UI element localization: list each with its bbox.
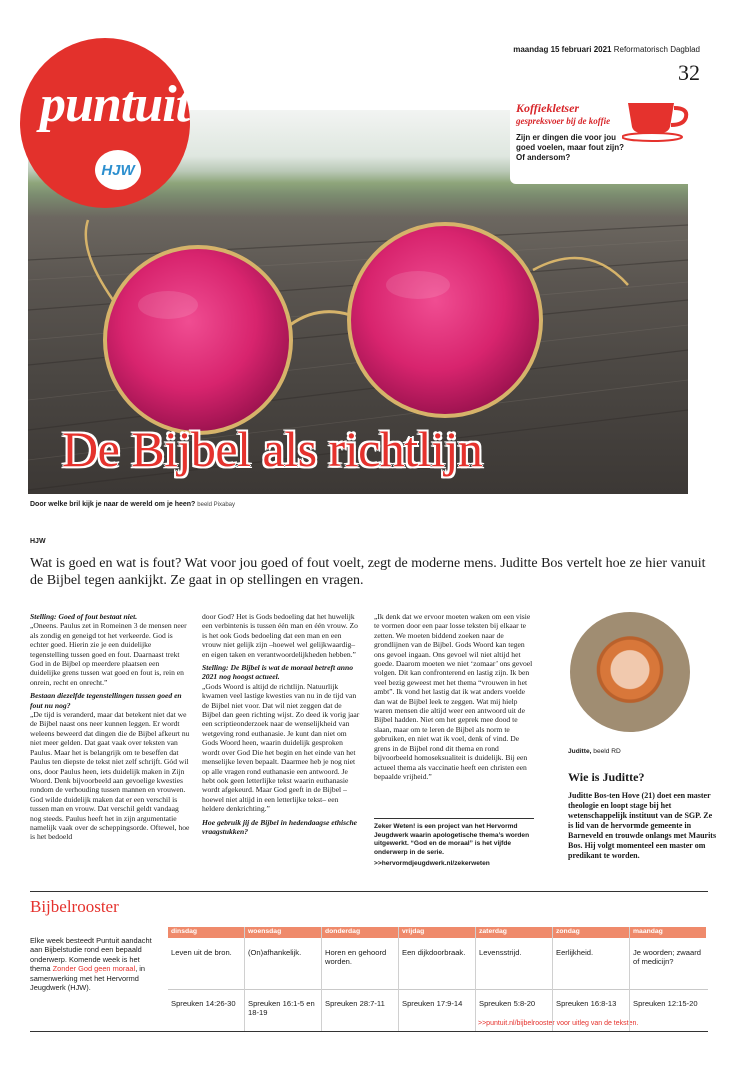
profile-heading: Wie is Juditte? — [568, 770, 645, 784]
schedule-top-rule — [30, 891, 708, 892]
left-lens — [105, 247, 291, 433]
caption-text: Door welke bril kijk je naar de wereld om je heen? — [30, 501, 196, 508]
reference-cell: Spreuken 16:1-5 en 18-19 — [248, 999, 315, 1018]
column-divider — [475, 927, 476, 1031]
day-header: zondag — [553, 927, 629, 938]
answer: door God? Het is Gods bedoeling dat het huwelijk een verbintenis is tussen één man en één vrouw. Zo is het ook Gods bedoeling dat een man en een vrouw niet gelijk zijn –hoewel wel gelijkwaardig– en eigen taken en verantwoordelijkheden hebben.” — [202, 612, 358, 659]
schedule-title: Bijbelrooster — [30, 897, 119, 916]
topic-cell: Eerlijkheid. — [556, 948, 594, 957]
column-divider — [321, 927, 322, 1031]
day-header: zaterdag — [476, 927, 552, 938]
answer: „De tijd is veranderd, maar dat betekent niet dat we de Bijbel naast ons neer kunnen leggen. Er wordt weleens beweerd dat dingen die de Bijbel afkeurt nu niet meer gelden. Dat gaat vaak over teksten van Paulus. Maar het is belangrijk om te beseffen dat Paulus ten diepste de tekst niet zelf schrijft. Gód wil ons, door Paulus heen, iets duidelijk maken in Zijn Woord. Denk bijvoorbeeld aan gevoelige kwesties rondom de verhouding tussen mannen en vrouwen. God wilde duidelijk maken dat er een verschil is tussen man en vrouw. Dat verschil geldt vandaag nog steeds. Paulus heeft het in zijn argumentatie namelijk vaak over de scheppingsorde. Oftewel, hoe is het bedoeld — [30, 710, 190, 842]
schedule-description — [30, 936, 155, 992]
column-divider — [398, 927, 399, 1031]
juditte-portrait — [570, 612, 690, 732]
reference-cell: Spreuken 17:9-14 — [402, 999, 463, 1008]
answer: „Ik denk dat we ervoor moeten waken om een visie te vormen door een paar losse teksten bij elkaar te zetten. We moeten biddend zoeken naar de grondlijnen van de Bijbel. Gods Woord kan tegen ons gevoel ingaan. Ons gevoel wil niet altijd het goede. Daarom moeten we niet ‘zomaar’ ons gevoel volgen. Dit kan confronterend en lastig zijn. Ik ben veel bezig geweest met het thema “vrouwen in het ambt”. Ik vond het lastig dat ik wat anders voelde dan wat de Bijbel leek te zeggen. Wat mij hielp waren mensen die altijd weer een antwoord uit de Bijbel hadden. Niet om het geprek mee dood te slaan, maar om te leren de Bijbel als norm te gebruiken, en niet wat ik voel, denk of vind. De grens in de Bijbel rond dit thema en rond bijvoorbeeld homoseksualiteit is duidelijk. Bij een actueel thema als vaccinatie heeft een christen een bepaalde vrijheid.” — [374, 612, 533, 781]
portrait-credit: beeld RD — [593, 748, 621, 755]
topic-cell: Je woorden; zwaard of medicijn? — [633, 948, 701, 967]
sidebar-link[interactable]: >>hervormdjeugdwerk.nl/zekerweten — [374, 860, 490, 867]
answer: „Oneens. Paulus zet in Romeinen 3 de mensen neer als zondig en geneigd tot het verkeerde. God is echter goed. Hierin zie je een duidelijke tegenstelling tussen goed en fout. Daarnaast trekt God in de Bijbel op meerdere plaatsen een duidelijke grens tussen wat goed en fout is, rein en onrein, recht en onrecht.” — [30, 621, 187, 687]
reference-cell: Spreuken 12:15-20 — [633, 999, 698, 1008]
day-header: woensdag — [245, 927, 321, 938]
day-header: maandag — [630, 927, 706, 938]
day-header: donderdag — [322, 927, 398, 938]
schedule-description-part: Elke week besteedt Puntuit aandacht aan Bijbelstudie rond een bepaald onderwerp. Komende week is het thema — [30, 936, 152, 974]
profile-text: Juditte Bos-ten Hove (21) doet een master theologie en loopt stage bij het wetenschappelijk instituut van de SGP. Ze is lid van de hervormde gemeente in Barneveld en trouwde onlangs met Maurits Bos. Hij volgt momenteel een master om predikant te worden. — [568, 791, 717, 860]
question: Bestaan diezelfde tegenstellingen tussen goed en fout nu nog? — [30, 691, 182, 710]
schedule-refs-row — [168, 997, 708, 1021]
schedule-footer-link[interactable]: >>puntuit.nl/bijbelrooster voor uitleg van de teksten. — [478, 1020, 639, 1027]
schedule-row-divider — [168, 989, 708, 990]
day-header: dinsdag — [168, 927, 244, 938]
headline: De Bijbel als richtlijn — [62, 421, 483, 477]
koffiekletser-box — [510, 97, 710, 184]
column-divider — [629, 927, 630, 1031]
hjw-logo — [95, 150, 141, 190]
topic-cell: Leven uit de bron. — [171, 948, 232, 957]
article-column-1 — [30, 612, 190, 842]
statement: Stelling: Goed of fout bestaat niet. — [30, 612, 138, 621]
coffee-cup-icon — [622, 99, 702, 143]
column-divider — [552, 927, 553, 1031]
topic-cell: Levensstrijd. — [479, 948, 522, 957]
portrait-name: Juditte, — [568, 748, 592, 755]
sidebar-note: Zeker Weten! is een project van het Hervormd Jeugdwerk waarin apologetische thema’s worden uitgewerkt. “God en de moraal” is het vijfde onderwerp in de serie. — [374, 823, 530, 856]
schedule-description-part: , in samenwerking met het Hervormd Jeugdwerk (HJW). — [30, 964, 146, 993]
photo-caption — [30, 501, 235, 508]
article-column-2 — [202, 612, 362, 836]
puntuit-logo-text: puntuit — [40, 76, 190, 133]
koffiekletser-title: Koffiekletser — [516, 101, 580, 115]
schedule-grid — [168, 927, 708, 1021]
answer: „Gods Woord is altijd de richtlijn. Natuurlijk kwamen veel lastige kwesties van nu in de tijd van de Bijbel niet voor. Dat wil niet zeggen dat de Bijbel dan geen richting wijst. Zo deed ik vorig jaar een scriptieonderzoek naar de wenselijkheid van wetgeving rond euthanasie. Je kunt dan niet om Gods Woord heen, waarin duidelijk gesproken wordt over God Die het begin en het einde van het menselijke leven bepaalt. Daarmee heb je nog niet op alle vragen rond euthanasie een antwoord. Je hebt ook geen letterlijke tekst waarin euthanasie wordt afgekeurd. Maar God geeft in de Bijbel –hoewel niet altijd in een letterlijke tekst– een heldere denkrichting.” — [202, 681, 360, 814]
schedule-days-row — [168, 927, 708, 938]
sidebar-divider — [374, 818, 534, 819]
publication: Reformatorisch Dagblad — [613, 45, 700, 54]
schedule-theme: Zonder God geen moraal — [52, 964, 136, 974]
dateline — [513, 45, 700, 54]
portrait-caption — [568, 748, 621, 755]
question: Hoe gebruik jij de Bijbel in hedendaagse ethische vraagstukken? — [202, 817, 358, 836]
caption-credit: beeld Pixabay — [197, 502, 235, 508]
koffiekletser-question: Zijn er dingen die voor jou goed voelen, maar fout zijn? Of andersom? — [516, 133, 625, 162]
reference-cell: Spreuken 5:8-20 — [479, 999, 536, 1008]
right-lens — [349, 224, 541, 416]
day-header: vrijdag — [399, 927, 475, 938]
schedule-bottom-rule — [30, 1031, 708, 1032]
reference-cell: Spreuken 28:7-11 — [325, 999, 385, 1008]
intro: Wat is goed en wat is fout? Wat voor jou goed of fout voelt, zegt de moderne mens. Juditte Bos vertelt hoe ze hier vanuit de Bijbel tegen aankijkt. Ze gaat in op stellingen en vragen. — [30, 556, 706, 588]
reference-cell: Spreuken 14:26-30 — [171, 999, 236, 1008]
hjw-logo-text: HJW — [101, 161, 135, 179]
kicker: HJW — [30, 538, 46, 545]
topic-cell: Een dijkdoorbraak. — [402, 948, 466, 957]
reference-cell: Spreuken 16:8-13 — [556, 999, 617, 1008]
date: maandag 15 februari 2021 — [513, 45, 612, 54]
topic-cell: (On)afhankelijk. — [248, 948, 302, 957]
page-number: 32 — [678, 60, 700, 85]
topic-cell: Horen en gehoord worden. — [325, 948, 387, 967]
statement: Stelling: De Bijbel is wat de moraal betreft anno 2021 nog hoogst actueel. — [202, 663, 354, 682]
column-divider — [244, 927, 245, 1031]
article-column-3 — [374, 612, 534, 781]
koffiekletser-subtitle: gespreksvoer bij de koffie — [516, 116, 611, 126]
